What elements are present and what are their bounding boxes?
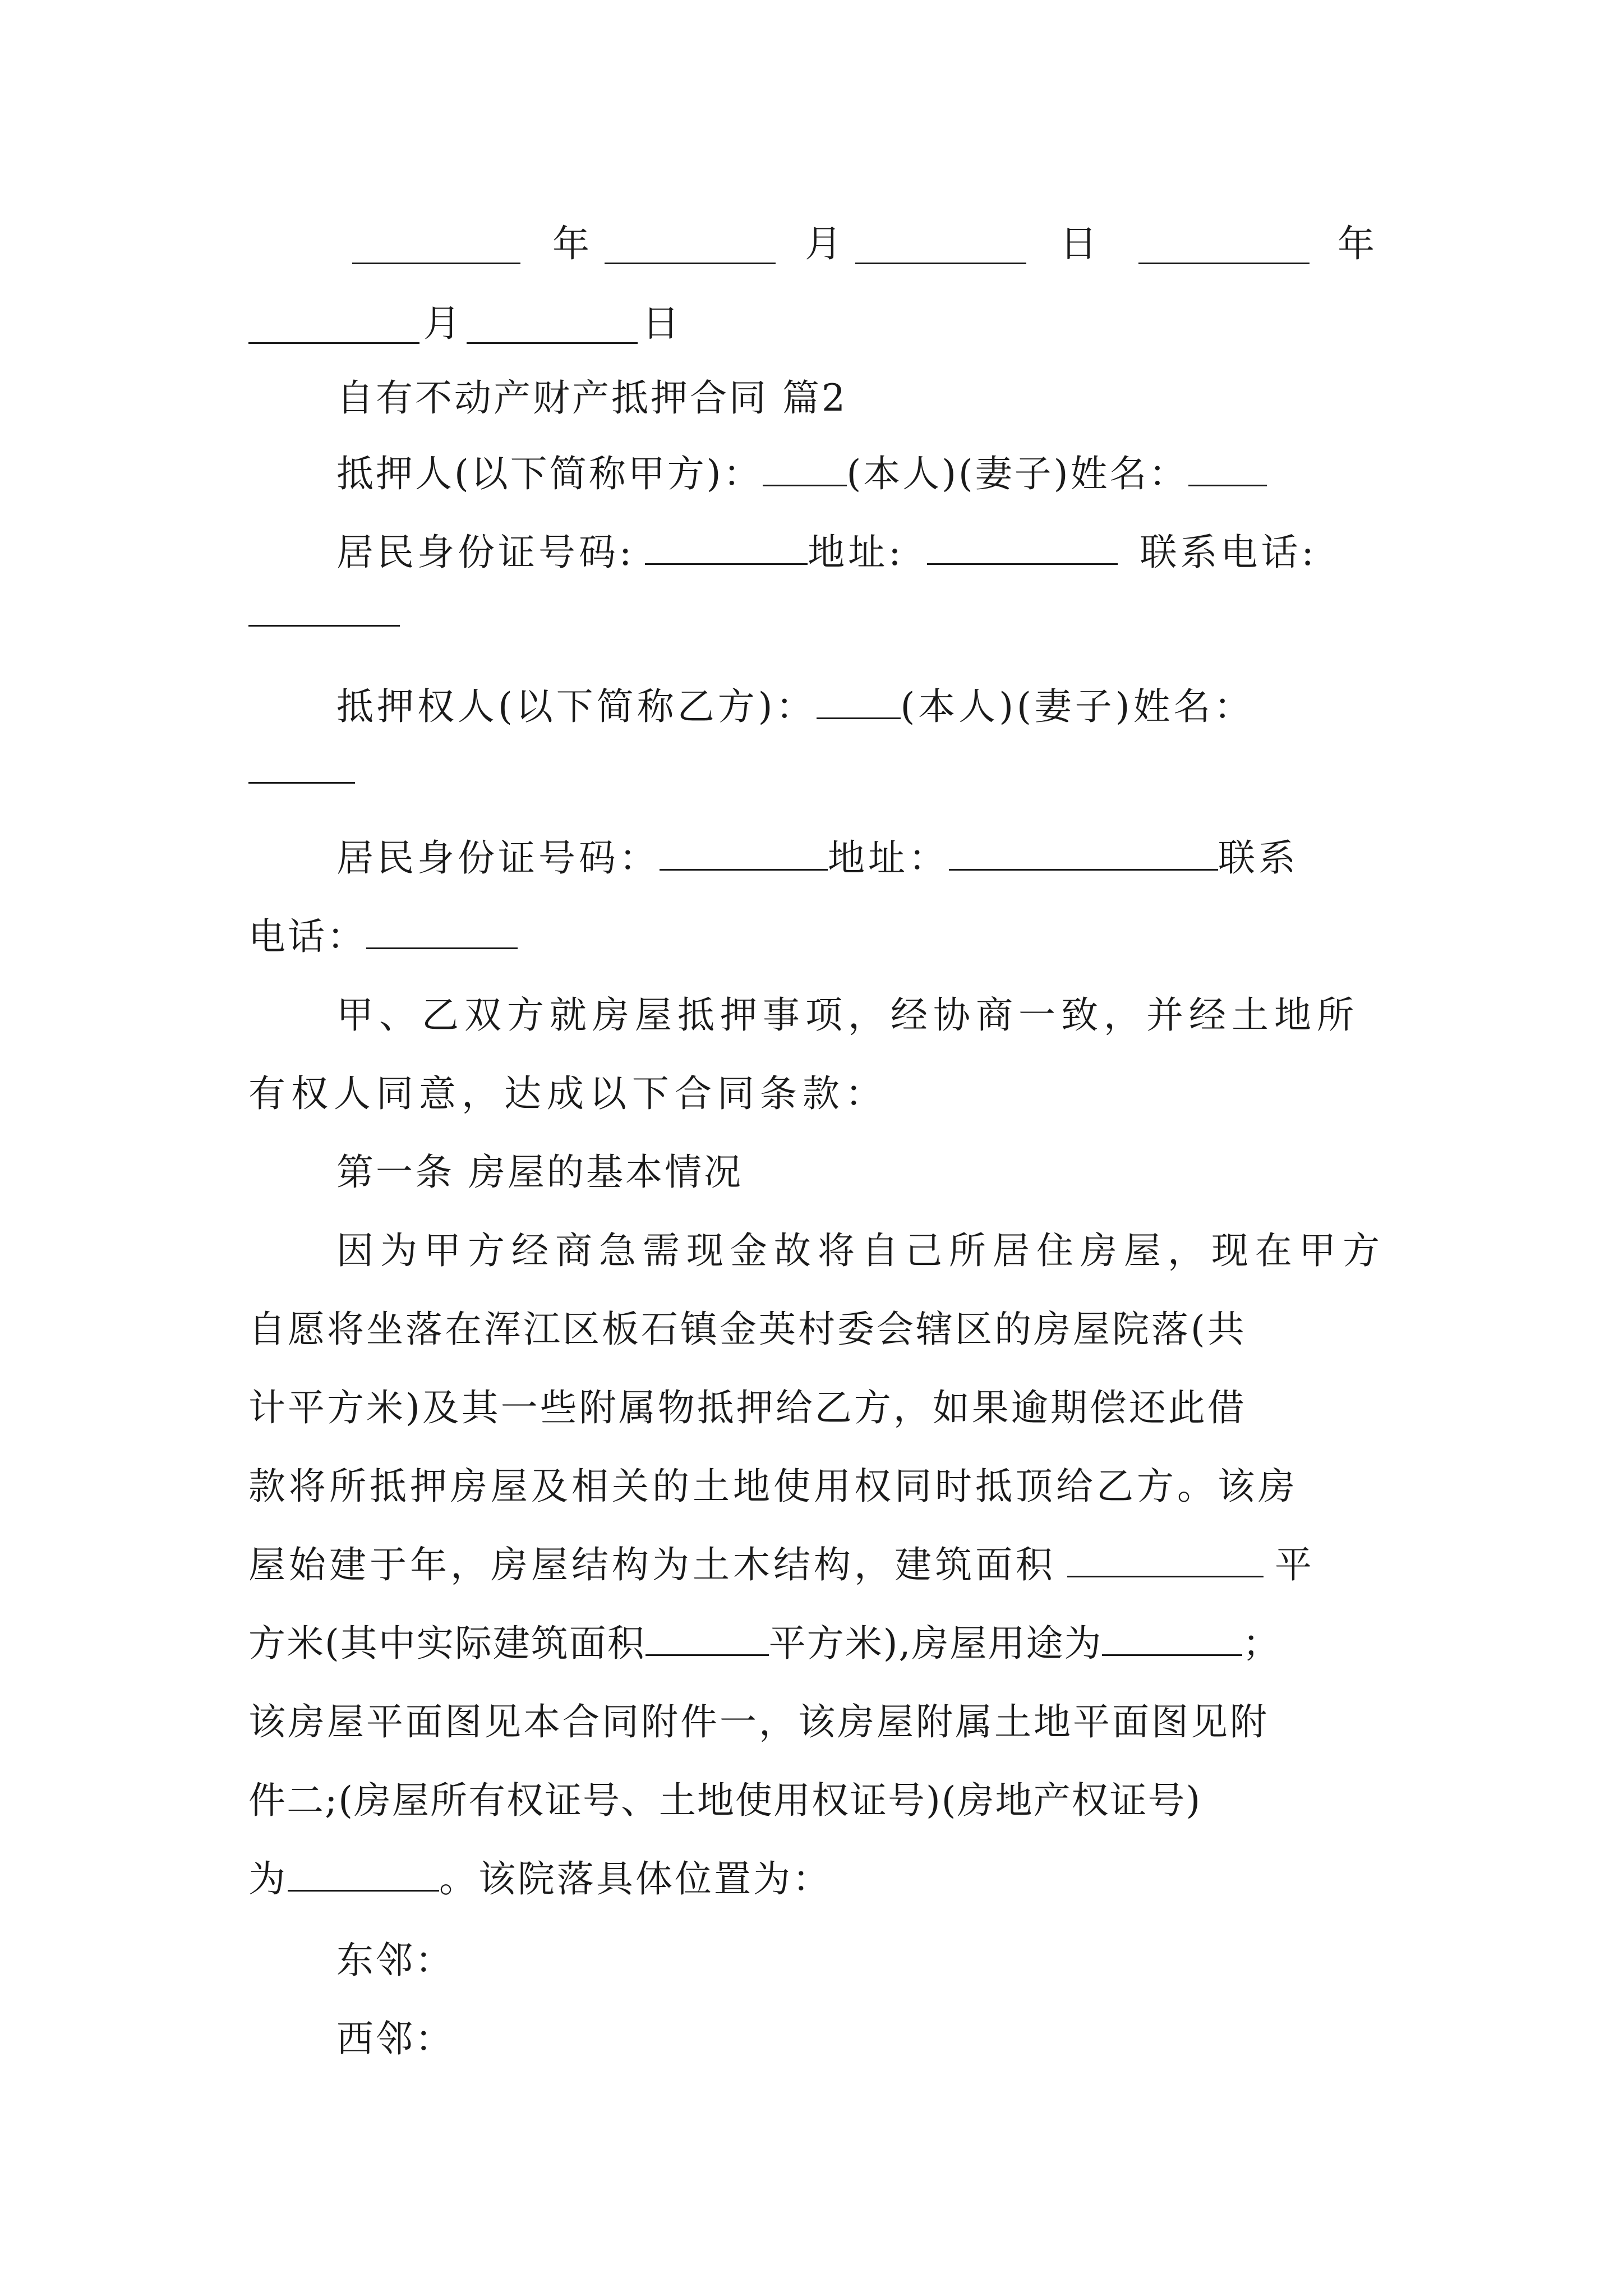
article-1-line-3: 计平方米)及其一些附属物抵押给乙方，如果逾期偿还此借: [248, 1386, 1247, 1429]
month-blank-2: [248, 292, 419, 344]
mortgagee-label: 抵押权人(以下简称乙方)：: [336, 685, 817, 728]
section-title: 自有不动产财产抵押合同 篇2: [336, 376, 847, 420]
year-label-1: 年: [552, 222, 589, 265]
mortgagee-name-label: (本人)(妻子)姓名：: [900, 685, 1255, 728]
actual-area-blank: [645, 1621, 769, 1656]
mortgagee-line: [336, 682, 1255, 732]
party-a-id-line: [336, 527, 1317, 578]
usage-blank: [1102, 1621, 1242, 1656]
article-1-line-2: 自愿将坐落在浑江区板石镇金英村委会辖区的房屋院落(共: [248, 1308, 1247, 1351]
line-6-text-b: 平方米),房屋用途为: [768, 1622, 1103, 1665]
article-1-line-6: [248, 1618, 1280, 1669]
mortgagor-blank: [763, 451, 847, 486]
id-label-a: 居民身份证号码:: [336, 531, 635, 574]
month-blank-1: [605, 212, 776, 264]
article-1-line-1: 因为甲方经商急需现金故将自己所居住房屋，现在甲方: [336, 1229, 1386, 1272]
mortgagee-name-blank-line: [248, 746, 355, 797]
building-area-blank: [1067, 1542, 1264, 1577]
address-blank-b: [949, 835, 1218, 871]
phone-blank-line-a: [248, 589, 400, 639]
line-6-text-a: 方米(其中实际建筑面积: [248, 1622, 645, 1665]
article-1-title: 第一条 房屋的基本情况: [336, 1151, 743, 1194]
phone-blank-a: [248, 591, 400, 627]
day-label-1: 日: [1060, 222, 1097, 265]
id-label-b: 居民身份证号码：: [336, 836, 660, 880]
day-blank-1: [855, 212, 1026, 264]
year-blank-1: [352, 212, 520, 264]
line-6-text-c: ；: [1242, 1622, 1281, 1665]
phone-label-a: 联系电话:: [1140, 531, 1317, 574]
article-1-line-9: [248, 1854, 832, 1904]
address-blank-a: [927, 530, 1118, 565]
mortgagor-line: [336, 449, 1267, 499]
phone-label-b-1: 联系: [1218, 836, 1299, 880]
day-label-2: 日: [642, 302, 679, 345]
mortgagor-name-blank: [1188, 451, 1267, 486]
mortgagee-blank: [817, 684, 901, 719]
line-5-text: 屋始建于年，房屋结构为土木结构，建筑面积: [248, 1543, 1056, 1586]
intro-line-1: 甲、乙双方就房屋抵押事项，经协商一致，并经土地所: [336, 993, 1359, 1037]
day-blank-2: [467, 292, 638, 344]
cert-number-blank: [288, 1856, 439, 1892]
article-1-line-7: 该房屋平面图见本合同附件一，该房屋附属土地平面图见附: [248, 1700, 1269, 1743]
address-label-a: 地址:: [808, 531, 905, 574]
phone-line-b: [248, 912, 518, 962]
west-neighbor: 西邻：: [336, 2017, 454, 2060]
line-9-text-b: 。该院落具体位置为：: [439, 1857, 832, 1901]
address-label-b: 地址：: [828, 836, 949, 880]
phone-label-b-2: 电话：: [248, 915, 366, 958]
intro-line-2: 有权人同意，达成以下合同条款：: [248, 1072, 888, 1115]
mortgagee-name-blank: [248, 748, 355, 784]
id-blank-b: [660, 835, 828, 871]
id-blank-a: [645, 530, 808, 565]
year-blank-2: [1138, 212, 1310, 264]
mortgagor-label: 抵押人(以下简称甲方)：: [336, 452, 763, 495]
article-1-line-4: 款将所抵押房屋及相关的土地使用权同时抵顶给乙方。该房: [248, 1465, 1298, 1508]
line-9-text-a: 为: [248, 1857, 288, 1901]
line-5-unit: 平: [1275, 1543, 1315, 1586]
east-neighbor: 东邻：: [336, 1939, 454, 1982]
article-1-line-8: 件二;(房屋所有权证号、土地使用权证号)(房地产权证号): [248, 1779, 1202, 1822]
article-1-line-5: [248, 1540, 1315, 1590]
phone-blank-b: [366, 914, 518, 949]
year-label-2: 年: [1338, 222, 1375, 265]
party-b-id-line: [336, 833, 1299, 884]
month-label-1: 月: [805, 222, 842, 265]
month-label-2: 月: [423, 302, 460, 345]
mortgagor-name-label: (本人)(妻子)姓名：: [846, 452, 1188, 495]
